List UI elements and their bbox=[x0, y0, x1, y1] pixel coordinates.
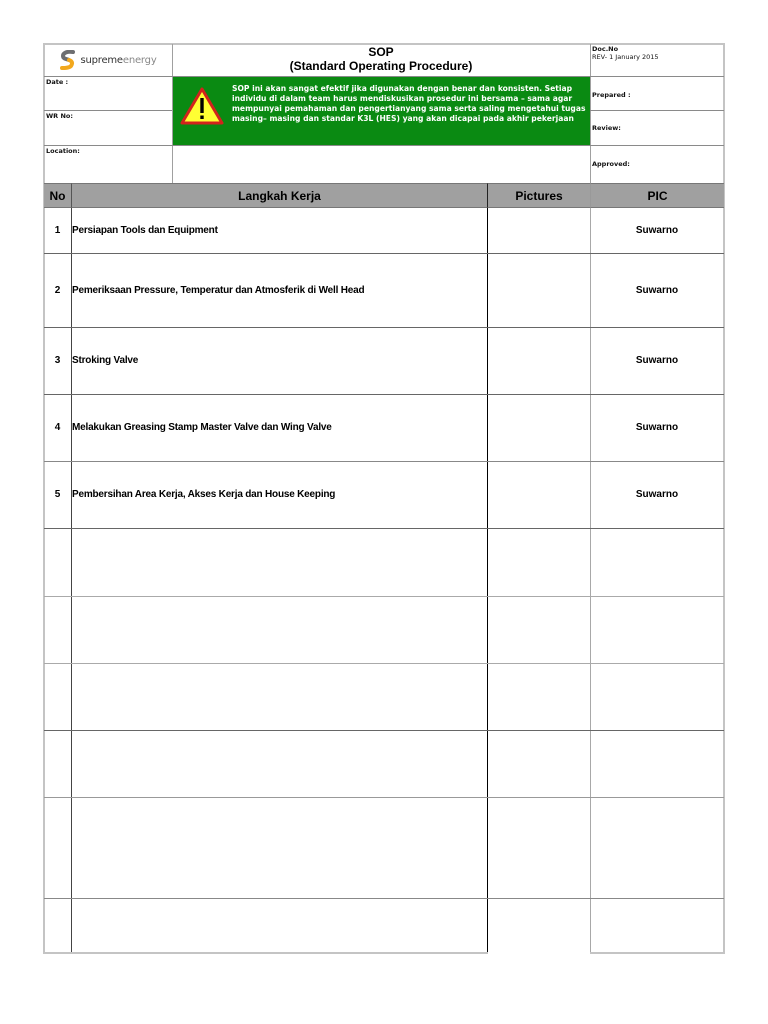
empty-step-cell[interactable] bbox=[72, 797, 486, 898]
empty-step-cell[interactable] bbox=[72, 596, 486, 663]
title-full: (Standard Operating Procedure) bbox=[289, 59, 473, 73]
company-name: supremeenergy bbox=[80, 54, 157, 66]
row-number: 4 bbox=[54, 422, 61, 433]
divider bbox=[44, 76, 172, 77]
row-number: 2 bbox=[54, 284, 61, 296]
row-number: 5 bbox=[54, 489, 61, 500]
empty-step-cell[interactable] bbox=[72, 528, 486, 596]
table-bottom-border bbox=[590, 952, 725, 954]
prepared-field[interactable]: Prepared : bbox=[592, 91, 631, 99]
divider bbox=[44, 145, 724, 146]
pic-name: Suwarno bbox=[635, 225, 679, 236]
step-description: Melakukan Greasing Stamp Master Valve dan Wing Valve bbox=[72, 422, 332, 433]
row-number: 1 bbox=[54, 225, 61, 236]
date-field[interactable]: Date : bbox=[46, 78, 69, 86]
step-description: Persiapan Tools dan Equipment bbox=[72, 225, 218, 236]
pic-name: Suwarno bbox=[635, 489, 679, 500]
location-field[interactable]: Location: bbox=[46, 147, 80, 155]
review-field[interactable]: Review: bbox=[592, 124, 621, 132]
column-header-langkah-kerja: Langkah Kerja bbox=[71, 183, 487, 208]
step-description: Pembersihan Area Kerja, Akses Kerja dan House Keeping bbox=[72, 489, 336, 500]
document-title bbox=[172, 44, 590, 76]
doc-no-label: Doc.No bbox=[592, 45, 619, 53]
step-description: Pemeriksaan Pressure, Temperatur dan Atmosferik di Well Head bbox=[72, 284, 365, 296]
pic-name: Suwarno bbox=[635, 355, 679, 366]
title-sop: SOP bbox=[368, 45, 394, 59]
row-number: 3 bbox=[54, 355, 61, 366]
column-header-no: No bbox=[44, 183, 71, 208]
divider bbox=[590, 110, 724, 111]
column-header-pic: PIC bbox=[590, 183, 724, 208]
divider bbox=[590, 76, 724, 77]
wr-no-field[interactable]: WR No: bbox=[46, 112, 73, 120]
column-divider bbox=[487, 208, 488, 953]
divider bbox=[172, 76, 590, 77]
divider bbox=[172, 44, 173, 183]
empty-step-cell[interactable] bbox=[72, 730, 486, 797]
divider bbox=[590, 44, 591, 183]
empty-step-cell[interactable] bbox=[72, 663, 486, 730]
supreme-energy-logo-icon bbox=[59, 50, 77, 70]
divider bbox=[44, 110, 172, 111]
pic-name: Suwarno bbox=[635, 284, 679, 296]
page-margin bbox=[488, 953, 590, 957]
empty-step-cell[interactable] bbox=[72, 898, 486, 952]
table-bottom-border bbox=[43, 952, 488, 954]
notice-text: SOP ini akan sangat efektif jika digunakan dengan benar dan konsisten. Setiap individu di dalam team harus mendiskusikan prosedur ini bersama – sama agar mempunyai pemahaman dan pengertianyang sama serta saling mengetahui tugas masing– masing dan standar K3L (HES) yang akan dicapai pada akhir pekerjaan bbox=[232, 84, 586, 123]
revision-label: REV- 1 January 2015 bbox=[592, 53, 659, 61]
column-header-pictures: Pictures bbox=[487, 183, 590, 208]
step-description: Stroking Valve bbox=[72, 355, 139, 366]
pic-name: Suwarno bbox=[635, 422, 679, 433]
approved-field[interactable]: Approved: bbox=[592, 160, 630, 168]
safety-notice bbox=[172, 77, 591, 145]
warning-triangle-icon bbox=[180, 87, 224, 125]
company-logo bbox=[44, 44, 172, 76]
